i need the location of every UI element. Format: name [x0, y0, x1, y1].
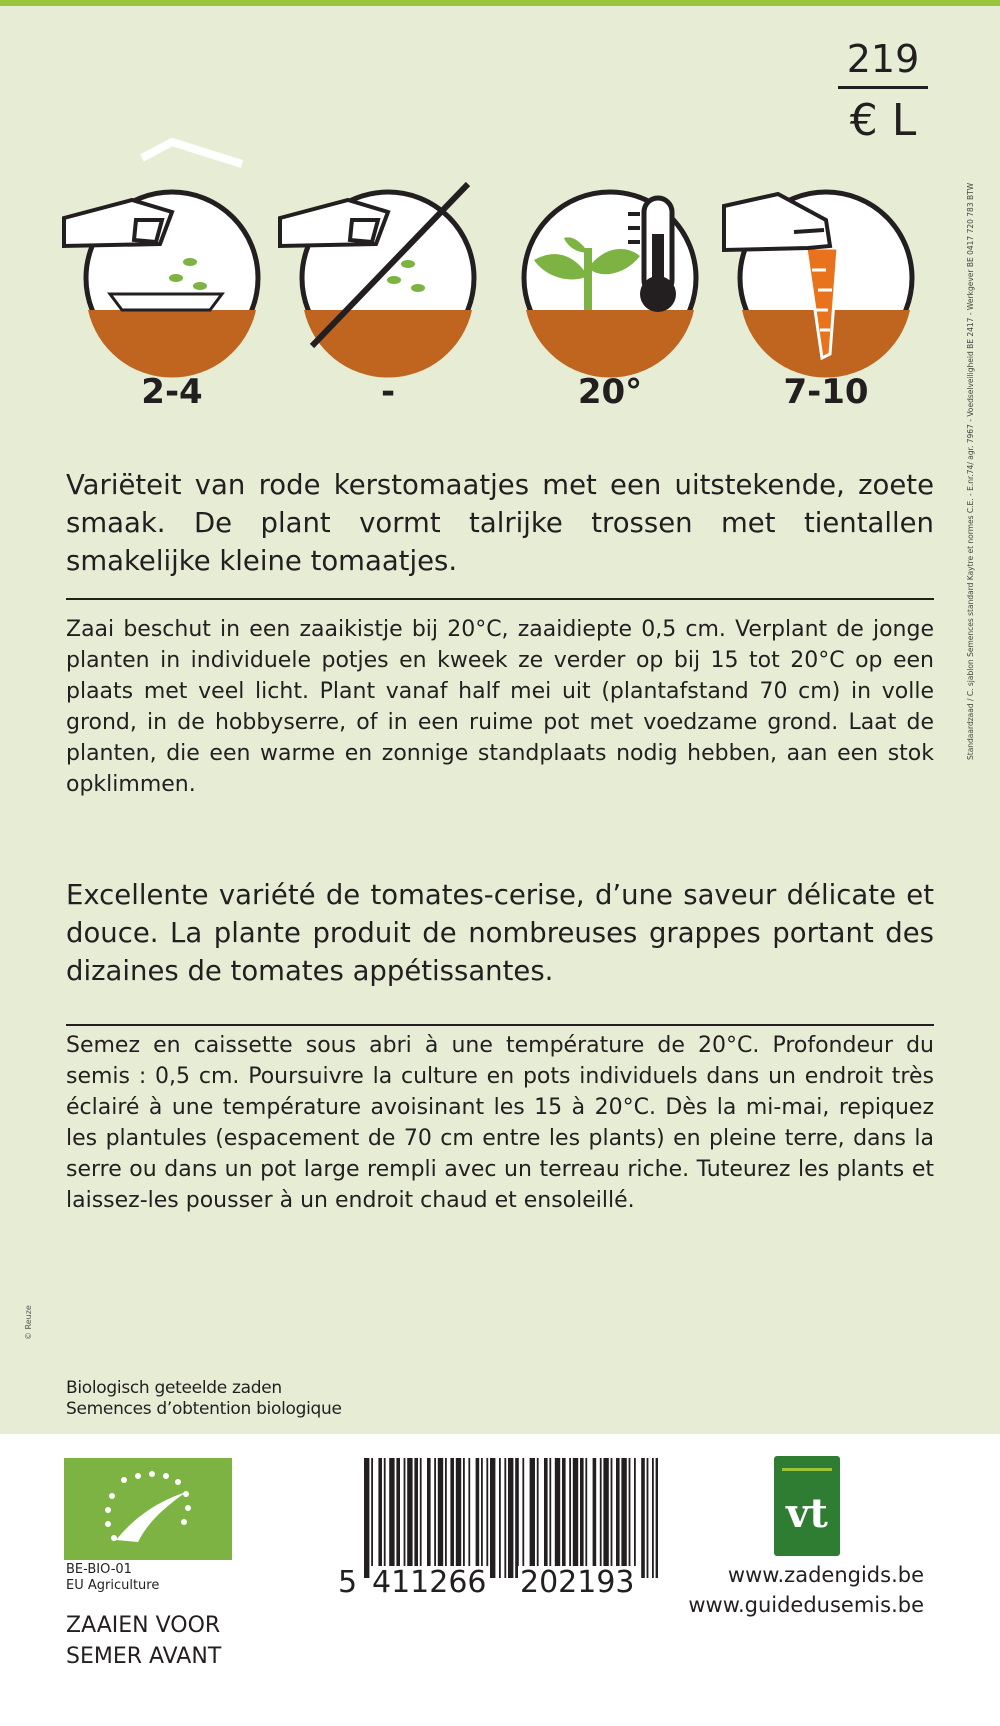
organic-label-nl: Biologisch geteelde zaden	[66, 1378, 282, 1398]
barcode-bar	[456, 1458, 461, 1578]
germination-temperature-value: 20°	[577, 372, 643, 412]
dutch-instructions: Zaai beschut in een zaaikistje bij 20°C, zaaidiepte 0,5 cm. Verplant de jonge planten in individuele potjes en kweek ze verder op bij 15 tot 20°C op een plaats met veel licht. Plant vanaf half mei uit (plantafstand 70 cm) in volle grond, in de hobbyserre, of in een ruime pot met voedzame grond. Laat de planten, die een warme en zonnige standplaats nodig hebben, aan een stok opklimmen.	[66, 617, 934, 797]
barcode-bar	[573, 1458, 578, 1578]
packet-size: € L	[849, 95, 917, 146]
copyright-text: © Reuze	[24, 1305, 33, 1340]
barcode-bar	[486, 1458, 488, 1578]
eu-code-region: EU Agriculture	[66, 1578, 160, 1593]
barcode-group-2: 202193	[520, 1565, 635, 1600]
barcode-group-1: 411266	[372, 1565, 487, 1600]
barcode-bar	[544, 1458, 548, 1578]
barcode-bar	[629, 1458, 631, 1578]
barcode-bar	[434, 1458, 436, 1578]
barcode-bar	[549, 1458, 551, 1578]
french-description: Excellente variété de tomates-cerise, d’une saveur délicate et douce. La plante produit de nombreuses grappes portant des dizaines de tomates appétissantes.	[66, 879, 934, 987]
barcode-bar	[641, 1458, 645, 1578]
sow-before-fr: SEMER AVANT	[66, 1644, 222, 1669]
organic-seeds-label	[66, 1378, 342, 1420]
barcode-bar	[580, 1458, 584, 1578]
barcode-bar	[445, 1458, 447, 1578]
barcode-bar	[562, 1458, 566, 1578]
vt-brand-logo	[774, 1456, 840, 1556]
websites	[680, 1560, 924, 1620]
barcode-bar	[504, 1458, 506, 1578]
barcode-bar	[621, 1458, 626, 1578]
harvest-value: 7-10	[783, 372, 869, 412]
barcode-bar	[555, 1458, 560, 1578]
price-code	[838, 36, 928, 147]
barcode-bar	[364, 1458, 369, 1578]
barcode-bar	[522, 1458, 524, 1578]
barcode-bar	[389, 1458, 394, 1578]
french-instructions: Semez en caissette sous abri à une température de 20°C. Profondeur du semis : 0,5 cm. Poursuivre la culture en pots individuels dans un endroit très éclairé à une température avoisinant les 15 à 20°C. Dès la mi-mai, repiquez les plantules (espacement de 70 cm entre les plants) en pleine terre, dans la serre ou dans un pot large rempli avec un terreau riche. Tuteurez les plants et laissez-les pousser à un endroit chaud et ensoleillé.	[66, 1033, 934, 1213]
barcode-bar	[404, 1458, 406, 1578]
legal-side-text: Standaardzaad / C. sjablon Semences standard Kaytre et normes C.E. - E.nr.74/ agr. 7967 - Voedselveiligheid BE 2417 - Werkgever BE 0417 720 783 BTW	[966, 182, 975, 760]
barcode-bar	[611, 1458, 613, 1578]
sow-outdoors-value: -	[380, 372, 396, 412]
dutch-divider	[66, 598, 934, 600]
barcode-bar	[420, 1458, 422, 1578]
organic-label-fr: Semences d’obtention biologique	[66, 1399, 342, 1419]
barcode-bar	[450, 1458, 454, 1578]
dutch-description: Variëteit van rode kerstomaatjes met een uitstekende, zoete smaak. De plant vormt talrijke trossen met tientallen smakelijke kleine tomaatjes.	[66, 469, 934, 577]
eu-code-number: BE-BIO-01	[66, 1562, 132, 1577]
barcode-bar	[537, 1458, 539, 1578]
barcode-bar	[652, 1458, 654, 1578]
website-fr-link[interactable]: www.guidedusemis.be	[688, 1593, 924, 1617]
barcode-first-digit: 5	[338, 1565, 358, 1600]
barcode-bar	[476, 1458, 480, 1578]
barcode-bar	[530, 1458, 535, 1578]
barcode-bar	[427, 1458, 431, 1578]
barcode-bar	[414, 1458, 418, 1578]
barcode-bar	[508, 1458, 513, 1578]
sow-before-label	[66, 1610, 221, 1672]
barcode-bar	[656, 1458, 658, 1578]
sow-indoors-icon	[80, 186, 264, 370]
french-divider	[66, 1024, 934, 1026]
barcode-bar	[515, 1458, 519, 1578]
barcode-bar	[647, 1458, 649, 1578]
vt-logo-stripe	[782, 1468, 832, 1471]
website-nl-link[interactable]: www.zadengids.be	[727, 1563, 924, 1587]
barcode-bar	[499, 1458, 501, 1578]
barcode-bar	[407, 1458, 412, 1578]
product-code: 219	[846, 37, 920, 81]
barcode-bar	[468, 1458, 470, 1578]
barcode-bar	[634, 1458, 636, 1578]
sow-outdoors-icon	[296, 186, 480, 370]
sow-indoors-value: 2-4	[141, 372, 203, 412]
barcode-bar	[463, 1458, 465, 1578]
barcode-bar	[481, 1458, 483, 1578]
barcode-bar	[371, 1458, 373, 1578]
eu-organic-logo	[64, 1458, 232, 1560]
vt-logo-text: vt	[786, 1490, 828, 1537]
barcode	[364, 1458, 658, 1578]
barcode-bar	[616, 1458, 620, 1578]
barcode-bar	[569, 1458, 571, 1578]
barcode-bar	[378, 1458, 382, 1578]
barcode-bar	[593, 1458, 597, 1578]
sow-before-nl: ZAAIEN VOOR	[66, 1613, 221, 1638]
barcode-bar	[438, 1458, 443, 1578]
barcode-bar	[396, 1458, 400, 1578]
barcode-bar	[603, 1458, 608, 1578]
price-divider	[838, 86, 928, 89]
eu-certification-code	[66, 1562, 159, 1594]
germination-temperature-icon	[518, 186, 702, 370]
barcode-bar	[600, 1458, 602, 1578]
harvest-icon	[734, 186, 918, 370]
barcode-bar	[585, 1458, 587, 1578]
barcode-bar	[490, 1458, 495, 1578]
barcode-bar	[384, 1458, 386, 1578]
